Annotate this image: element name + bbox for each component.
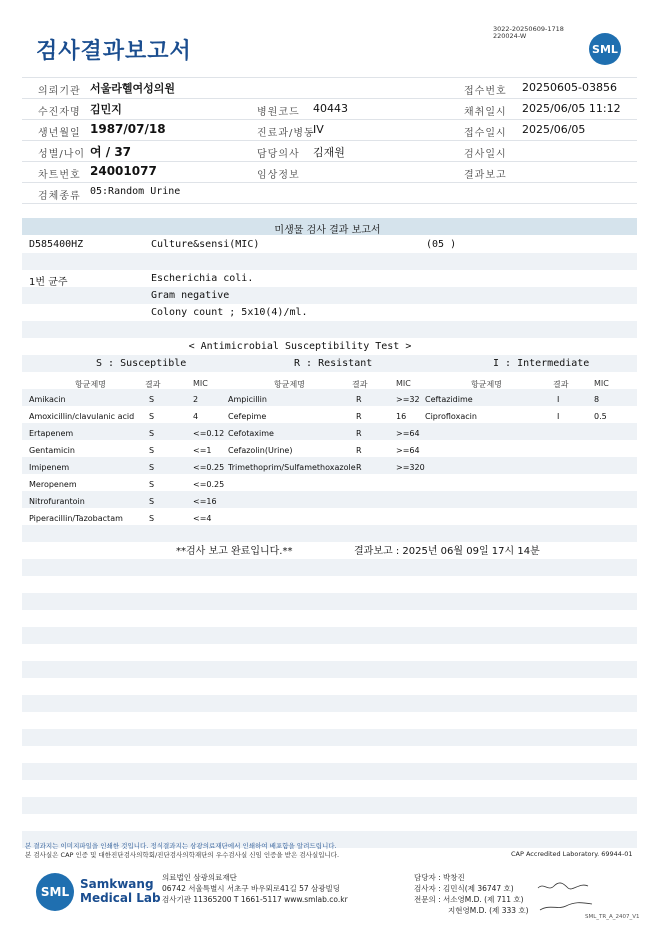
info-row <box>22 120 637 141</box>
susceptibility-result: R <box>356 446 362 455</box>
chart-no-value: 24001077 <box>90 164 157 178</box>
antibiotic-name: Ciprofloxacin <box>425 412 477 421</box>
test-date-label: 검사일시 <box>464 149 507 160</box>
col-header-result: 결과 <box>145 380 161 389</box>
col-header-result: 결과 <box>352 380 368 389</box>
stripe <box>22 389 637 406</box>
antibiotic-name: Trimethoprim/Sulfamethoxazole <box>228 463 356 472</box>
patient-value: 김민지 <box>90 103 122 116</box>
antibiotic-name: Cefepime <box>228 412 267 421</box>
mic-value: 16 <box>396 412 407 421</box>
mic-value: 0.5 <box>594 412 607 421</box>
report-timestamp: 결과보고 : 2025년 06월 09일 17시 14분 <box>354 546 540 557</box>
completion-message: **검사 보고 완료입니다.** <box>176 546 293 557</box>
info-row <box>22 77 637 99</box>
specimen-value: 05:Random Urine <box>90 186 181 197</box>
stripe <box>22 763 637 780</box>
antibiotic-name: Meropenem <box>29 480 77 489</box>
stripe <box>22 729 637 746</box>
mic-value: <=0.25 <box>193 463 225 472</box>
footnote-image-notice: 본 결과지는 이미지파일을 인쇄한 것입니다. 정식결과지는 삼광의료재단에서 인쇄하여 배포함을 알려드립니다. <box>25 842 337 850</box>
stripe <box>22 593 637 610</box>
institution-value: 서울라헬여성의원 <box>90 82 176 95</box>
susceptibility-result: R <box>356 412 362 421</box>
antibiotic-name: Imipenem <box>29 463 70 472</box>
antibiotic-name: Amikacin <box>29 395 66 404</box>
susceptibility-result: R <box>356 429 362 438</box>
document-id: 3022-20250609-1718 220024-W <box>493 25 564 40</box>
susceptibility-result: R <box>356 463 362 472</box>
sml-logo: SML <box>589 33 621 65</box>
mic-value: >=64 <box>396 429 420 438</box>
legend-susceptible: S : Susceptible <box>96 358 187 369</box>
cap-accreditation: CAP Accredited Laboratory. 69944-01 <box>511 850 633 858</box>
mic-value: 2 <box>193 395 199 404</box>
sex-age-label: 성별/나이 <box>38 149 86 160</box>
susceptibility-result: S <box>149 395 155 404</box>
test-number: (05 ) <box>426 239 457 250</box>
hospital-code-label: 병원코드 <box>257 107 300 118</box>
mic-value: >=64 <box>396 446 420 455</box>
col-header-drug: 항균제명 <box>75 380 106 389</box>
col-header-mic: MIC <box>396 379 411 388</box>
report-label: 결과보고 <box>464 170 507 181</box>
mic-value: <=0.25 <box>193 480 225 489</box>
footer-sml-logo: SML <box>36 873 74 911</box>
receipt-date-value: 2025/06/05 <box>522 123 586 136</box>
form-code: SML_TR_A_2407_V1 <box>585 914 640 920</box>
col-header-drug: 항균제명 <box>471 380 502 389</box>
gram-stain: Gram negative <box>151 290 230 301</box>
organism-name: Escherichia coli. <box>151 273 254 284</box>
susceptibility-result: R <box>356 395 362 404</box>
info-row <box>22 183 637 204</box>
collect-date-value: 2025/06/05 11:12 <box>522 102 621 115</box>
info-row <box>22 162 637 183</box>
clinical-label: 임상정보 <box>257 170 300 181</box>
mic-value: <=1 <box>193 446 212 455</box>
antibiotic-name: Ertapenem <box>29 429 74 438</box>
col-header-mic: MIC <box>193 379 208 388</box>
susceptibility-result: S <box>149 429 155 438</box>
section-title: 미생물 검사 결과 보고서 <box>274 225 381 236</box>
dob-value: 1987/07/18 <box>90 122 166 136</box>
mic-value: 4 <box>193 412 199 421</box>
stripe <box>22 797 637 814</box>
receipt-no-value: 20250605-03856 <box>522 81 617 94</box>
hospital-code-value: 40443 <box>313 102 348 115</box>
stripe <box>22 559 637 576</box>
col-header-mic: MIC <box>594 379 609 388</box>
antibiotic-name: Cefazolin(Urine) <box>228 446 293 455</box>
doctor-label: 담당의사 <box>257 149 300 160</box>
susceptibility-result: S <box>149 514 155 523</box>
stripe <box>22 491 637 508</box>
collect-date-label: 채취일시 <box>464 107 507 118</box>
signers: 담당자 : 박창진 검사자 : 김민식(제 36747 호) 전문의 : 서소영M.D. (제 711 호) 지현영M.D. (제 333 호) <box>414 873 529 915</box>
susceptibility-result: I <box>557 395 560 404</box>
handwritten-signature <box>536 880 596 916</box>
colony-count: Colony count ; 5x10(4)/ml. <box>151 307 308 318</box>
susceptibility-result: S <box>149 497 155 506</box>
mic-value: >=32 <box>396 395 420 404</box>
lab-name: Samkwang Medical Lab <box>80 877 161 905</box>
stripe <box>22 253 637 270</box>
test-code: D585400HZ <box>29 239 84 250</box>
antibiotic-name: Ceftazidime <box>425 395 473 404</box>
doctor-value: 김재원 <box>313 146 345 159</box>
ast-title: < Antimicrobial Susceptibility Test > <box>188 341 412 352</box>
susceptibility-result: I <box>557 412 560 421</box>
info-row <box>22 141 637 162</box>
stripe <box>22 627 637 644</box>
antibiotic-name: Ampicillin <box>228 395 267 404</box>
institution-label: 의뢰기관 <box>38 86 81 97</box>
mic-value: <=16 <box>193 497 217 506</box>
chart-no-label: 차트번호 <box>38 170 81 181</box>
mic-value: 8 <box>594 395 600 404</box>
test-name: Culture&sensi(MIC) <box>151 239 260 250</box>
stripe <box>22 661 637 678</box>
mic-value: <=0.12 <box>193 429 225 438</box>
antibiotic-name: Piperacillin/Tazobactam <box>29 514 123 523</box>
organism-label: 1번 균주 <box>29 277 68 288</box>
dob-label: 생년월일 <box>38 128 81 139</box>
antibiotic-name: Nitrofurantoin <box>29 497 85 506</box>
antibiotic-name: Gentamicin <box>29 446 75 455</box>
sex-age-value: 여 / 37 <box>90 145 132 159</box>
page-title: 검사결과보고서 <box>36 39 192 64</box>
mic-value: <=4 <box>193 514 212 523</box>
antibiotic-name: Cefotaxime <box>228 429 274 438</box>
receipt-no-label: 접수번호 <box>464 86 507 97</box>
dept-value: IV <box>313 123 324 136</box>
col-header-result: 결과 <box>553 380 569 389</box>
legend-intermediate: I : Intermediate <box>493 358 590 369</box>
stripe <box>22 695 637 712</box>
antibiotic-name: Amoxicillin/clavulanic acid <box>29 412 135 421</box>
receipt-date-label: 접수일시 <box>464 128 507 139</box>
col-header-drug: 항균제명 <box>274 380 305 389</box>
stripe <box>22 423 637 440</box>
specimen-label: 검체종류 <box>38 191 81 202</box>
footnote-accreditation: 본 검사실은 CAP 인증 및 대한진단검사의학회/진단검사의학재단의 우수검사실 신임 인증을 받은 검사실입니다. <box>25 851 340 859</box>
susceptibility-result: S <box>149 480 155 489</box>
legend-resistant: R : Resistant <box>294 358 373 369</box>
susceptibility-result: S <box>149 463 155 472</box>
mic-value: >=320 <box>396 463 425 472</box>
stripe <box>22 525 637 542</box>
stripe <box>22 287 637 304</box>
stripe <box>22 321 637 338</box>
susceptibility-result: S <box>149 412 155 421</box>
info-row <box>22 99 637 120</box>
patient-label: 수진자명 <box>38 107 81 118</box>
patient-info-table <box>22 77 637 204</box>
lab-address: 의료법인 삼광의료재단 06742 서울특별시 서초구 바우뫼로41길 57 삼광빌딩 검사기관 11365200 T 1661-5117 www.smlab.co.kr <box>162 873 348 904</box>
susceptibility-result: S <box>149 446 155 455</box>
dept-label: 진료과/병동 <box>257 128 315 139</box>
